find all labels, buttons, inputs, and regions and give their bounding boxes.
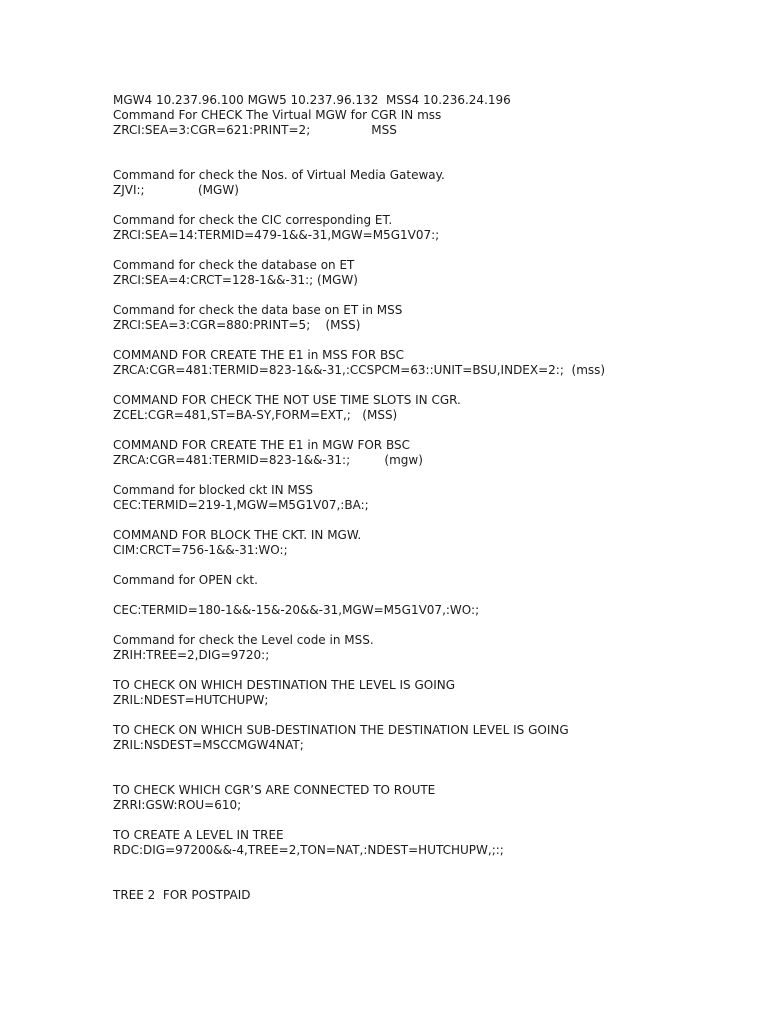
text-line: COMMAND FOR CREATE THE E1 in MGW FOR BSC	[113, 438, 410, 452]
blank-line	[113, 513, 753, 528]
text-line: ZRCA:CGR=481:TERMID=823-1&&-31:; (mgw)	[113, 453, 423, 467]
blank-line	[113, 813, 753, 828]
blank-line	[113, 243, 753, 258]
blank-line	[113, 618, 753, 633]
text-line: TO CHECK ON WHICH SUB-DESTINATION THE DESTINATION LEVEL IS GOING	[113, 723, 569, 737]
blank-line	[113, 753, 753, 768]
blank-line	[113, 378, 753, 393]
blank-line	[113, 468, 753, 483]
text-line: ZRCA:CGR=481:TERMID=823-1&&-31,:CCSPCM=63::UNIT=BSU,INDEX=2:; (mss)	[113, 363, 606, 377]
text-line: Command for OPEN ckt.	[113, 573, 258, 587]
text-line: TO CHECK ON WHICH DESTINATION THE LEVEL IS GOING	[113, 678, 456, 692]
blank-line	[113, 588, 753, 603]
text-line: TO CREATE A LEVEL IN TREE	[113, 828, 284, 842]
text-line: ZRCI:SEA=14:TERMID=479-1&&-31,MGW=M5G1V07:;	[113, 228, 440, 242]
blank-line	[113, 873, 753, 888]
text-line: ZRIL:NSDEST=MSCCMGW4NAT;	[113, 738, 304, 752]
text-line: MGW4 10.237.96.100 MGW5 10.237.96.132 MSS4 10.236.24.196	[113, 93, 511, 107]
text-line: ZRCI:SEA=3:CGR=880:PRINT=5; (MSS)	[113, 318, 361, 332]
blank-line	[113, 288, 753, 303]
text-line: ZJVI:; (MGW)	[113, 183, 239, 197]
text-line: RDC:DIG=97200&&-4,TREE=2,TON=NAT,:NDEST=HUTCHUPW,;:;	[113, 843, 504, 857]
text-line: ZCEL:CGR=481,ST=BA-SY,FORM=EXT,; (MSS)	[113, 408, 398, 422]
text-line: Command for blocked ckt IN MSS	[113, 483, 314, 497]
text-line: COMMAND FOR BLOCK THE CKT. IN MGW.	[113, 528, 362, 542]
blank-line	[113, 153, 753, 168]
blank-line	[113, 423, 753, 438]
text-line: Command for check the data base on ET in MSS	[113, 303, 403, 317]
blank-line	[113, 768, 753, 783]
text-line: TREE 2 FOR POSTPAID	[113, 888, 251, 902]
text-line: Command for check the database on ET	[113, 258, 355, 272]
blank-line	[113, 198, 753, 213]
text-line: COMMAND FOR CHECK THE NOT USE TIME SLOTS IN CGR.	[113, 393, 461, 407]
text-line: Command For CHECK The Virtual MGW for CGR IN mss	[113, 108, 442, 122]
text-line: TO CHECK WHICH CGR’S ARE CONNECTED TO ROUTE	[113, 783, 436, 797]
blank-line	[113, 333, 753, 348]
text-line: CEC:TERMID=180-1&&-15&-20&&-31,MGW=M5G1V07,:WO:;	[113, 603, 480, 617]
text-line: ZRRI:GSW:ROU=610;	[113, 798, 242, 812]
blank-line	[113, 558, 753, 573]
document-body	[113, 93, 753, 903]
blank-line	[113, 138, 753, 153]
text-line: CIM:CRCT=756-1&&-31:WO:;	[113, 543, 288, 557]
text-line: ZRCI:SEA=4:CRCT=128-1&&-31:; (MGW)	[113, 273, 358, 287]
blank-line	[113, 858, 753, 873]
blank-line	[113, 663, 753, 678]
text-line: Command for check the CIC corresponding ET.	[113, 213, 393, 227]
text-line: ZRIL:NDEST=HUTCHUPW;	[113, 693, 269, 707]
text-line: Command for check the Level code in MSS.	[113, 633, 374, 647]
text-line: ZRCI:SEA=3:CGR=621:PRINT=2; MSS	[113, 123, 397, 137]
text-line: COMMAND FOR CREATE THE E1 in MSS FOR BSC	[113, 348, 405, 362]
text-line: Command for check the Nos. of Virtual Media Gateway.	[113, 168, 445, 182]
blank-line	[113, 708, 753, 723]
text-line: ZRIH:TREE=2,DIG=9720:;	[113, 648, 270, 662]
text-line: CEC:TERMID=219-1,MGW=M5G1V07,:BA:;	[113, 498, 369, 512]
